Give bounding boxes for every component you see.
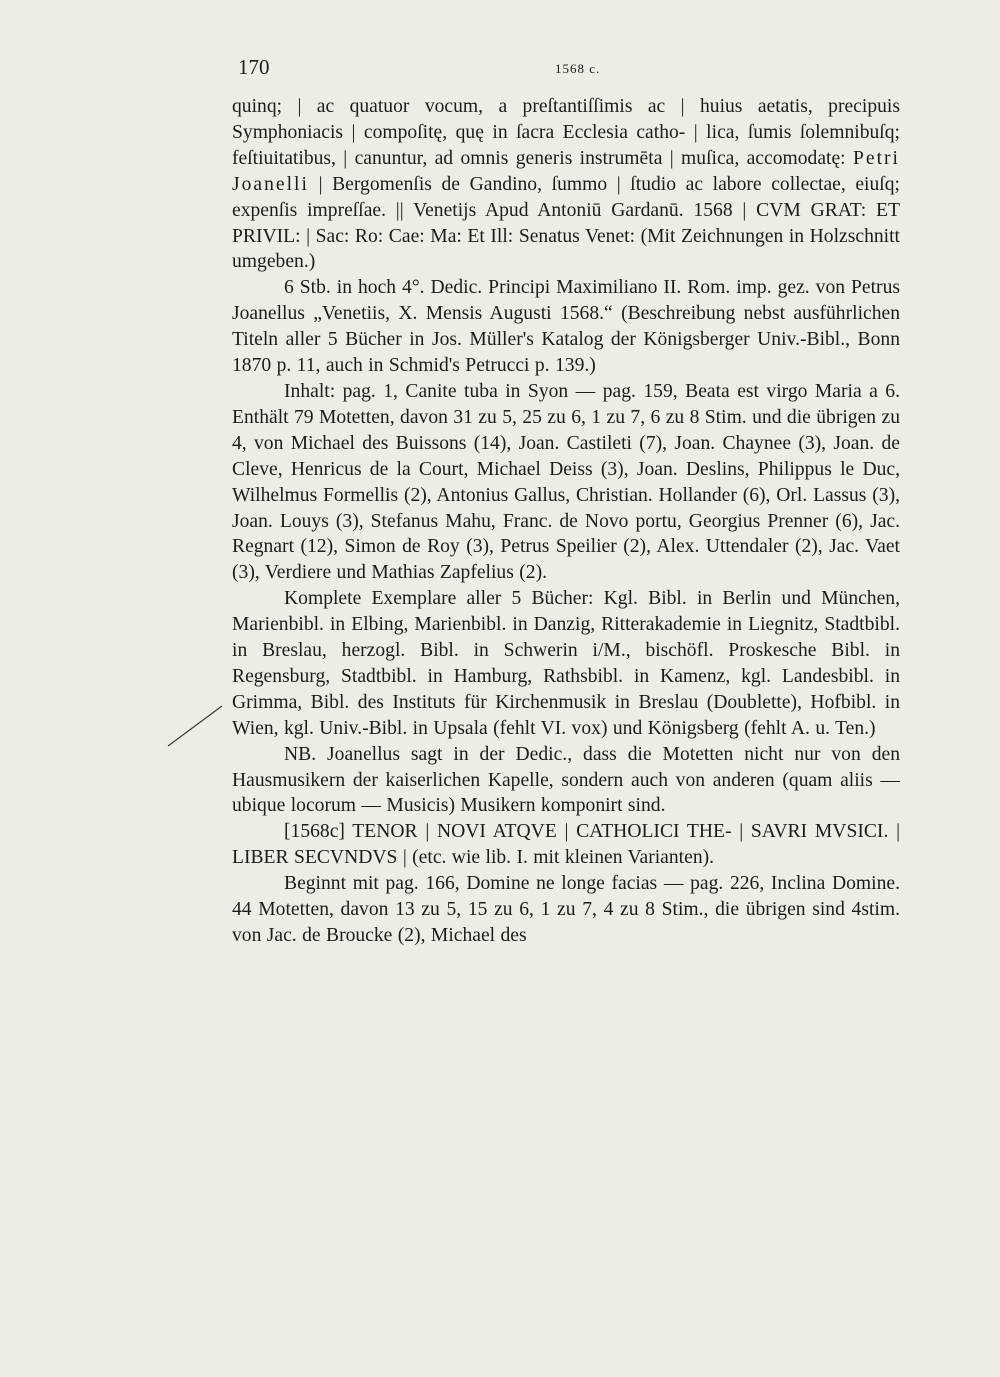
contents-paragraph-2: Beginnt mit pag. 166, Domine ne longe facias — pag. 226, Inclina Domine. 44 Motetten, davon 13 zu 5, 15 zu 6, 1 zu 7, 4 zu 8 Stim., die übrigen sind 4stim. von Jac. de Broucke (2), Michael des <box>232 873 900 946</box>
body-text <box>232 94 900 949</box>
title-text-part-1: quinq; | ac quatuor vocum, a preſtantiſſimis ac | huius aetatis, precipuis Symphoniacis | compoſitę, quę in ſacra Ecclesia catho- | lica, ſumis ſolemnibuſq; feſtiuitatibus, | canuntur, ad omnis generis instrumēta | muſica, accomodatę: <box>232 96 900 169</box>
note-paragraph: NB. Joanellus sagt in der Dedic., dass die Motetten nicht nur von den Hausmusikern der kaiserlichen Kapelle, sondern auch von anderen (quam aliis — ubique locorum — Musicis) Musikern komponirt sind. <box>232 743 900 817</box>
entry-reference: [1568c] <box>284 821 345 843</box>
title-text-part-2: | Bergomenſis de Gandino, ſummo | ſtudio ac labore collectae, eiuſq; expenſis impreſſae. || Venetijs Apud Antoniū Gardanū. 1568 | CVM GRAT: ET PRIVIL: | Sac: Ro: Cae: Ma: Et Ill: Senatus Venet: (Mit Zeichnungen in Holzschnitt umgeben.) <box>232 173 900 273</box>
margin-pencil-mark <box>166 700 226 750</box>
entry-paragraph <box>232 819 900 871</box>
author-name: Petri Joanelli <box>232 147 900 195</box>
copies-paragraph: Komplete Exemplare aller 5 Bücher: Kgl. Bibl. in Berlin und München, Marienbibl. in Elbing, Marienbibl. in Danzig, Ritterakademie in Liegnitz, Stadtbibl. in Breslau, herzogl. Bibl. in Schwerin i/M., bischöfl. Proskesche Bibl. in Regensburg, Stadtbibl. in Hamburg, Rathsbibl. in Kamenz, kgl. Landesbibl. in Grimma, Bibl. des Instituts für Kirchenmusik in Breslau (Doublette), Hofbibl. in Wien, kgl. Univ.-Bibl. in Upsala (fehlt VI. vox) und Königsberg (fehlt A. u. Ten.) <box>232 588 900 739</box>
format-paragraph: 6 Stb. in hoch 4°. Dedic. Principi Maximiliano II. Rom. imp. gez. von Petrus Joanellus „Venetiis, X. Mensis Augusti 1568.“ (Beschreibung nebst ausführlichen Titeln aller 5 Bücher in Jos. Müller's Katalog der Königsberger Univ.-Bibl., Bonn 1870 p. 11, auch in Schmid's Petrucci p. 139.) <box>232 277 900 377</box>
contents-paragraph: Inhalt: pag. 1, Canite tuba in Syon — pag. 159, Beata est virgo Maria a 6. Enthält 79 Motetten, davon 31 zu 5, 25 zu 6, 1 zu 7, 6 zu 8 Stim. und die übrigen zu 4, von Michael des Buissons (14), Joan. Castileti (7), Joan. Chaynee (3), Joan. de Cleve, Henricus de la Court, Michael Deiss (3), Joan. Deslins, Philippus le Duc, Wilhelmus Formellis (2), Antonius Gallus, Christian. Hollander (6), Orl. Lassus (3), Joan. Louys (3), Stefanus Mahu, Franc. de Novo portu, Georgius Prenner (6), Jac. Regnart (12), Simon de Roy (3), Petrus Speilier (2), Alex. Uttendaler (2), Jac. Vaet (3), Verdiere und Mathias Zapfelius (2). <box>232 380 900 584</box>
page-header <box>232 55 900 85</box>
page-number: 170 <box>238 55 270 79</box>
running-head: 1568 c. <box>555 61 601 76</box>
title-description-paragraph <box>232 94 900 275</box>
entry-title: TENOR | NOVI ATQVE | CATHOLICI THE- | SAVRI MVSICI. | LIBER SECVNDVS | (etc. wie lib. I. mit kleinen Varianten). <box>232 821 900 869</box>
